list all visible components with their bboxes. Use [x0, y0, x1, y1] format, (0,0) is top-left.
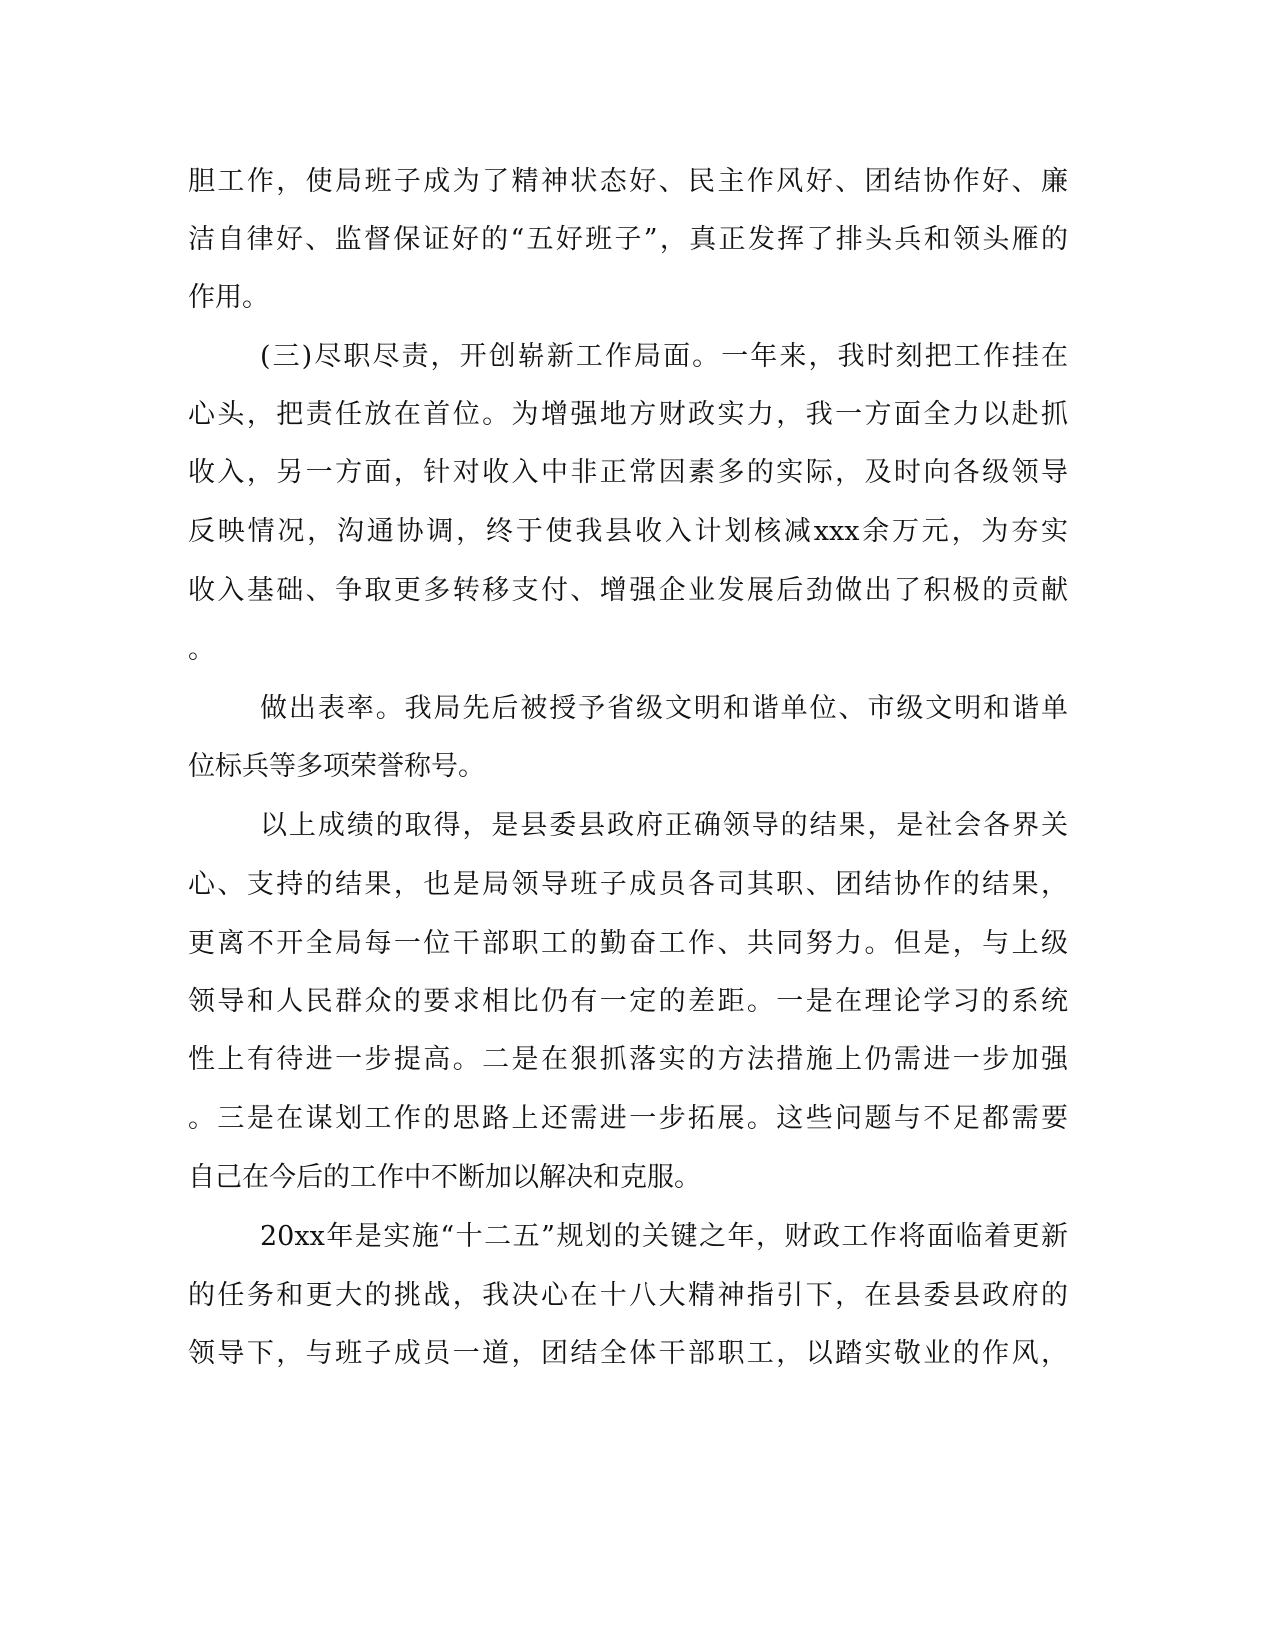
text-line-19: 20xx年是实施“十二五”规划的关键之年，财政工作将面临着更新	[260, 1221, 1068, 1252]
text-line-9: 。	[188, 634, 215, 665]
text-line-4: (三)尽职尽责，开创崭新工作局面。一年来，我时刻把工作挂在	[260, 341, 1068, 372]
text-line-10: 做出表率。我局先后被授予省级文明和谐单位、市级文明和谐单	[260, 693, 1068, 724]
text-line-20: 的任务和更大的挑战，我决心在十八大精神指引下，在县委县政府的	[188, 1280, 1068, 1311]
text-line-6: 收入，另一方面，针对收入中非正常因素多的实际，及时向各级领导	[188, 457, 1068, 488]
text-line-8: 收入基础、争取更多转移支付、增强企业发展后劲做出了积极的贡献	[188, 575, 1068, 606]
text-line-21: 领导下，与班子成员一道，团结全体干部职工，以踏实敬业的作风，	[188, 1338, 1068, 1369]
text-line-14: 更离不开全局每一位干部职工的勤奋工作、共同努力。但是，与上级	[188, 928, 1068, 959]
text-line-5: 心头，把责任放在首位。为增强地方财政实力，我一方面全力以赴抓	[188, 399, 1068, 430]
text-line-2: 洁自律好、监督保证好的“五好班子”，真正发挥了排头兵和领头雁的	[188, 224, 1068, 255]
text-line-18: 自己在今后的工作中不断加以解决和克服。	[188, 1162, 701, 1193]
text-line-13: 心、支持的结果，也是局领导班子成员各司其职、团结协作的结果，	[188, 869, 1068, 900]
text-line-7: 反映情况，沟通协调，终于使我县收入计划核减xxx余万元，为夯实	[188, 516, 1068, 547]
text-line-16: 性上有待进一步提高。二是在狠抓落实的方法措施上仍需进一步加强	[188, 1044, 1068, 1075]
text-line-17: 。三是在谋划工作的思路上还需进一步拓展。这些问题与不足都需要	[188, 1103, 1068, 1134]
text-line-11: 位标兵等多项荣誉称号。	[188, 751, 485, 782]
text-line-3: 作用。	[188, 282, 269, 313]
text-line-1: 胆工作，使局班子成为了精神状态好、民主作风好、团结协作好、廉	[188, 166, 1068, 197]
text-line-12: 以上成绩的取得，是县委县政府正确领导的结果，是社会各界关	[260, 810, 1068, 841]
text-line-15: 领导和人民群众的要求相比仍有一定的差距。一是在理论学习的系统	[188, 986, 1068, 1017]
